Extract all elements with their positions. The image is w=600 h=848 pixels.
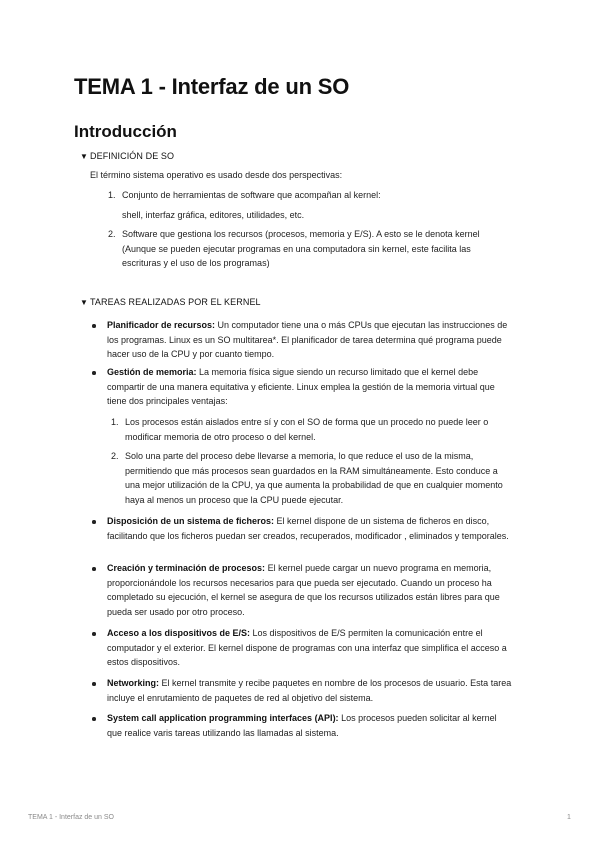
bullet-title: Creación y terminación de procesos: (107, 563, 266, 573)
bullet-item (92, 676, 512, 705)
bullet-item (92, 711, 512, 740)
intro-paragraph: El término sistema operativo es usado desde dos perspectivas: (90, 170, 343, 180)
bullet-title: Disposición de un sistema de ficheros: (107, 516, 275, 526)
bullet-item (92, 318, 512, 362)
bullet-dot (92, 567, 96, 571)
section-heading: Introducción (74, 122, 177, 141)
item-number: 2. (108, 229, 116, 239)
toggle-label: TAREAS REALIZADAS POR EL KERNEL (90, 297, 261, 307)
bullet-text: El kernel dispone de un sistema de ficheros en disco, facilitando que los ficheros puedan ser creados, recuperados, modificador , eliminados y temporales. (107, 516, 509, 541)
bullet-dot (92, 520, 96, 524)
item-text: Software que gestiona los recursos (procesos, memoria y E/S). A esto se le denota kernel (Aunque se pueden ejecutar programas en una computadora sin kernel, este facilita las escrituras y el uso de los programas) (122, 229, 480, 269)
bullet-title: Acceso a los dispositivos de E/S: (107, 628, 251, 638)
bullet-text: El kernel puede cargar un nuevo programa en memoria, proporcionándole los recursos necesarios para que pueda ser ejecutado. Cuando un proceso ha completado su ejecución, el kernel se asegura de que los recursos utilizados están libres para que pueda ser usado por otro proceso. (107, 563, 500, 617)
bullet-title: Gestión de memoria: (107, 367, 197, 377)
item-text: Los procesos están aislados entre sí y con el SO de forma que un procedo no puede leer o modificar memoria de otro proceso o del kernel. (125, 417, 489, 442)
bullet-text: El kernel transmite y recibe paquetes en nombre de los procesos de usuario. Esta tarea incluye el enrutamiento de paquetes de red al objetivo del sistema. (107, 678, 512, 703)
bullet-title: Planificador de recursos: (107, 320, 216, 330)
bullet-text: Los procesos pueden solicitar al kernel que realice varis tareas utilizando las llamadas al sistema. (107, 713, 497, 738)
item-number: 1. (108, 190, 116, 200)
bullet-dot (92, 324, 96, 328)
triangle-down-icon[interactable]: ▼ (80, 298, 88, 307)
bullet-item (92, 561, 512, 619)
bullet-dot (92, 632, 96, 636)
item-text: Solo una parte del proceso debe llevarse a memoria, lo que reduce el uso de la misma, permitiendo que más procesos sean guardados en la RAM simultáneamente. Esto conduce a una mejor utilización de la CPU, ya que aumenta la probabilidad de que en cualquier momento haya al menos un proceso que la CPU puede ejecutar. (125, 451, 503, 505)
item-number: 1. (111, 417, 119, 427)
page-title: TEMA 1 - Interfaz de un SO (74, 74, 350, 99)
item-text: Conjunto de herramientas de software que acompañan al kernel: (122, 190, 381, 200)
bullet-item (92, 365, 512, 409)
item-detail: shell, interfaz gráfica, editores, utilidades, etc. (122, 209, 305, 220)
bullet-dot (92, 717, 96, 721)
toggle-label: DEFINICIÓN DE SO (90, 151, 175, 161)
bullet-text: La memoria física sigue siendo un recurso limitado que el kernel debe compartir de una manera equitativa y eficiente. Linux emplea la gestión de la memoria virtual que tiene dos principales ventajas: (107, 367, 495, 407)
numbered-item (108, 188, 508, 222)
numbered-subitem (111, 449, 511, 507)
numbered-item (108, 227, 498, 271)
bullet-dot (92, 682, 96, 686)
page-number: 1 (567, 814, 571, 821)
bullet-item (92, 514, 512, 543)
footer-title: TEMA 1 - Interfaz de un SO (28, 814, 114, 821)
bullet-text: Un computador tiene una o más CPUs que ejecutan las instrucciones de los programas. Linux es un SO multitarea*. El planificador de tarea determina qué programa puede hacer uso de la CPU y por cuanto tiempo. (107, 320, 508, 360)
bullet-text: Los dispositivos de E/S permiten la comunicación entre el computador y el exterior. El kernel dispone de programas con una interfaz que simplifica el acceso a estos dispositivos. (107, 628, 507, 668)
item-number: 2. (111, 451, 119, 461)
bullet-title: Networking: (107, 678, 160, 688)
toggle-definicion[interactable] (80, 151, 174, 161)
bullet-item (92, 626, 512, 670)
bullet-title: System call application programming interfaces (API): (107, 713, 339, 723)
bullet-dot (92, 371, 96, 375)
toggle-tareas[interactable] (80, 297, 261, 307)
triangle-down-icon[interactable]: ▼ (80, 152, 88, 161)
numbered-subitem (111, 415, 511, 444)
